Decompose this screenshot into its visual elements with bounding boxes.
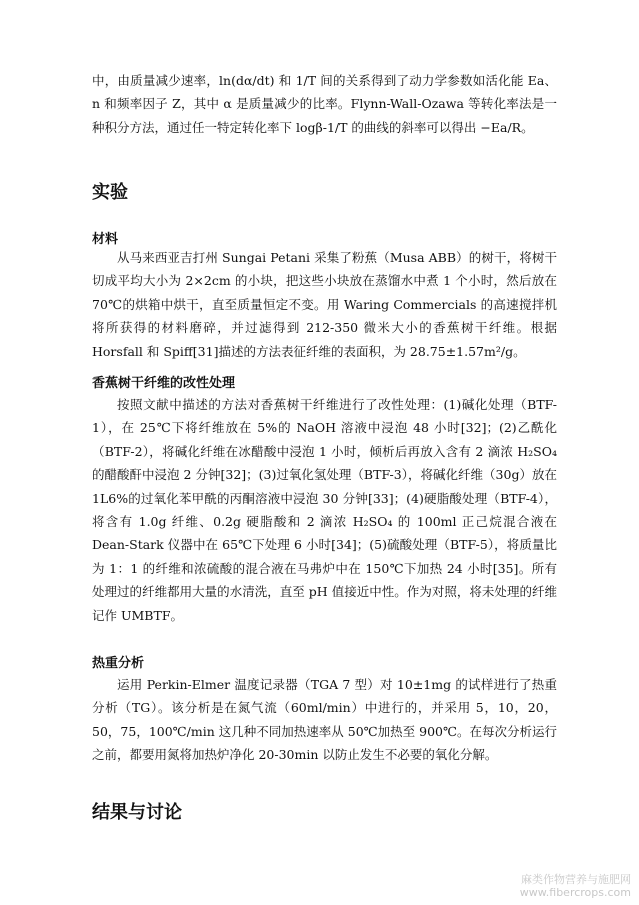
watermark-title: 麻类作物营养与施肥网 [521, 873, 631, 886]
section-heading-experiment: 实验 [92, 182, 128, 203]
materials-paragraph: 从马来西亚吉打州 Sungai Petani 采集了粉蕉（Musa ABB）的树干，将树干切成平均大小为 2×2cm 的小块，把这些小块放在蒸馏水中煮 1 个小时，然后放在 70℃的烘箱中烘干，直至质量恒定不变。用 Waring Commercials 的高速搅拌机将所获得的材料磨碎，并过滤得到 212-350 微米大小的香蕉树干纤维。根据 Horsfall 和 Spiff[31]描述的方法表征纤维的表面积，为 28.75±1.57m²/g。 [92, 250, 557, 359]
section-heading-results: 结果与讨论 [92, 802, 182, 823]
subsection-heading-thermogravimetric: 热重分析 [92, 656, 145, 671]
subsection-heading-modification: 香蕉树干纤维的改性处理 [92, 376, 236, 391]
site-watermark [520, 873, 631, 899]
intro-paragraph: 中，由质量减少速率，ln(dα/dt) 和 1/T 间的关系得到了动力学参数如活化能 Ea、n 和频率因子 Z，其中 α 是质量减少的比率。Flynn-Wall-Ozawa 等转化率法是一种积分方法，通过任一特定转化率下 logβ-1/T 的曲线的斜率可以得出 −Ea/R。 [92, 73, 557, 135]
watermark-url: www.fibercrops.com [519, 886, 631, 899]
thermogravimetric-paragraph: 运用 Perkin-Elmer 温度记录器（TGA 7 型）对 10±1mg 的试样进行了热重分析（TG）。该分析是在氮气流（60ml/min）中进行的，并采用 5，10，20，50，75，100℃/min 这几种不同加热速率从 50℃加热至 900℃。在每次分析运行之前，都要用氮将加热炉净化 20-30min 以防止发生不必要的氧化分解。 [92, 677, 557, 763]
subsection-heading-materials: 材料 [92, 232, 119, 247]
modification-paragraph: 按照文献中描述的方法对香蕉树干纤维进行了改性处理：(1)碱化处理（BTF-1），在 25℃下将纤维放在 5%的 NaOH 溶液中浸泡 48 小时[32]；(2)乙酰化（BTF-2），将碱化纤维在冰醋酸中浸泡 1 小时，倾析后再放入含有 2 滴浓 H₂SO₄的醋酸酐中浸泡 2 分钟[32]；(3)过氧化氢处理（BTF-3），将碱化纤维（30g）放在 1L6%的过氧化苯甲酰的丙酮溶液中浸泡 30 分钟[33]；(4)硬脂酸处理（BTF-4），将含有 1.0g 纤维、0.2g 硬脂酸和 2 滴浓 H₂SO₄ 的 100ml 正己烷混合液在 Dean-Stark 仪器中在 65℃下处理 6 小时[34]；(5)硫酸处理（BTF-5），将质量比为 1：1 的纤维和浓硫酸的混合液在马弗炉中在 150℃下加热 24 小时[35]。所有处理过的纤维都用大量的水清洗，直至 pH 值接近中性。作为对照，将未处理的纤维记作 UMBTF。 [92, 397, 557, 623]
